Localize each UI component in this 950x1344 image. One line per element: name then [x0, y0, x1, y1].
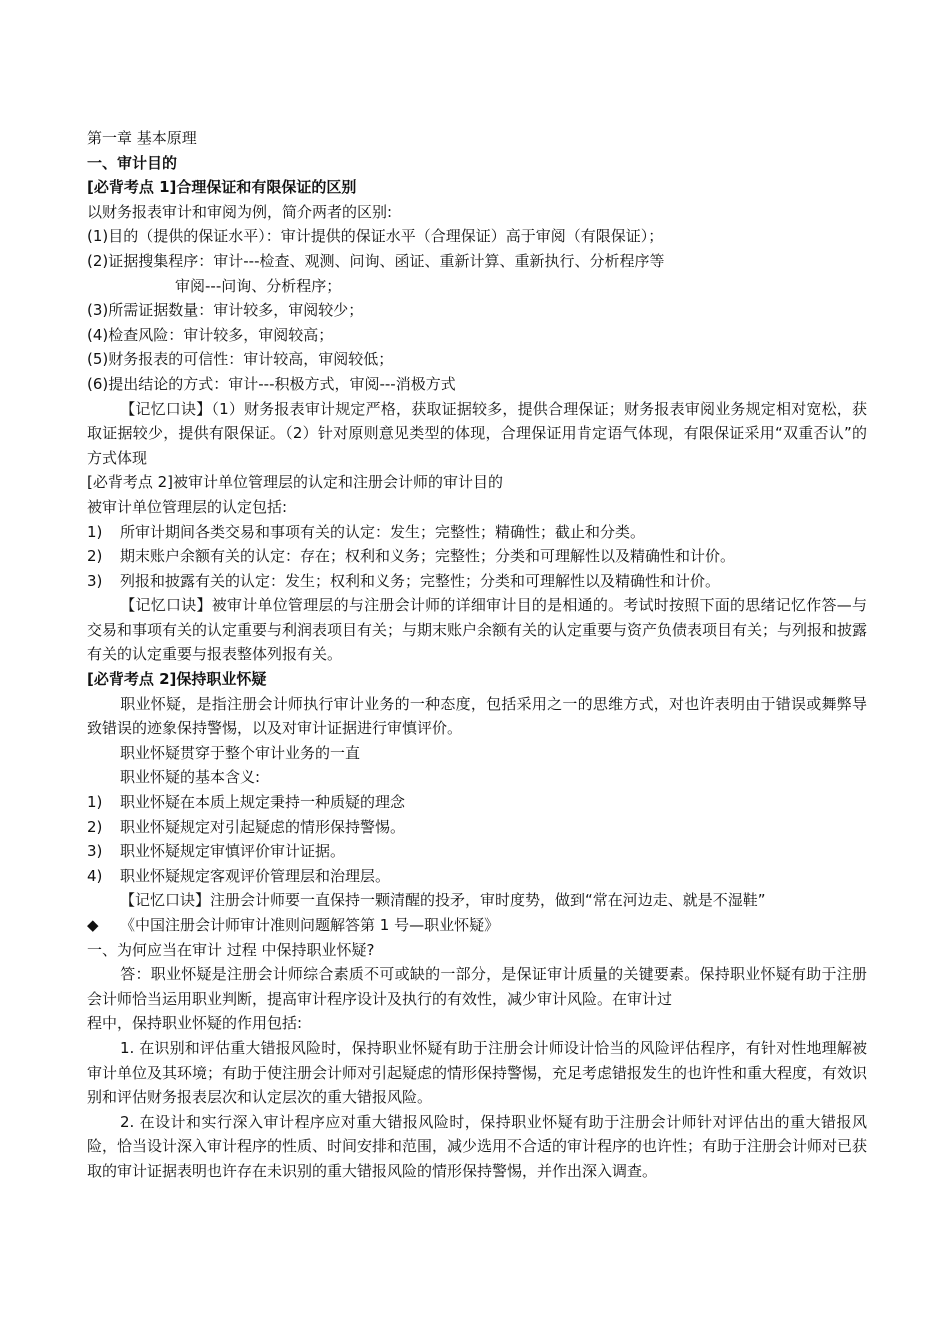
question-1-answer-text: 答：职业怀疑是注册会计师综合素质不可或缺的一部分，是保证审计质量的关键要素。保持职业怀疑有助于注册会计师恰当运用职业判断，提高审计程序设计及执行的有效性，减少审计风险。在审计过 — [87, 965, 867, 1008]
key-point-1-item: (3)所需证据数量：审计较多，审阅较少； — [87, 301, 364, 320]
key-point-3-memo: 【记忆口诀】注册会计师要一直保持一颗清醒的投矛，审时度势，做到“常在河边走、就是不湿鞋” — [120, 891, 766, 910]
question-1-point: 1. 在识别和评估重大错报风险时，保持职业怀疑有助于注册会计师设计恰当的风险评估程序，有针对性地理解被审计单位及其环境；有助于使注册会计师对引起疑虑的情形保持警惕，充足考虑错报发生的也许性和重大程度，有效识别和评估财务报表层次和认定层次的重大错报风险。 — [87, 1038, 868, 1107]
question-1-answer — [87, 962, 867, 1011]
list-item: 4) 职业怀疑规定客观评价管理层和治理层。 — [87, 866, 391, 885]
key-point-1-item: (2)证据搜集程序：审计---检查、观测、问询、函证、重新计算、重新执行、分析程序等 — [87, 251, 665, 270]
section-title-audit-objective: 一、审计目的 — [87, 153, 178, 172]
key-point-1-item: (1)目的（提供的保证水平）：审计提供的保证水平（合理保证）高于审阅（有限保证）； — [87, 227, 664, 246]
chapter-title: 第一章 基本原理 — [87, 129, 197, 147]
key-point-2-memo-text: 【记忆口诀】被审计单位管理层的与注册会计师的详细审计目的是相通的。考试时按照下面的思绪记忆作答—与交易和事项有关的认定重要与利润表项目有关；与期末账户余额有关的认定重要与资产负债表项目有关；与列报和披露有关的认定重要与报表整体列报有关。 — [87, 596, 868, 664]
key-point-1-memo-text: 【记忆口诀】（1）财务报表审计规定严格，获取证据较多，提供合理保证；财务报表审阅业务规定相对宽松，获取证据较少，提供有限保证。（2）针对原则意见类型的体现，合理保证用肯定语气体现，有限保证采用“双重否认”的方式体现 — [87, 399, 867, 467]
key-point-3-title: [必背考点 2]保持职业怀疑 — [87, 670, 267, 689]
list-item: 1) 所审计期间各类交易和事项有关的认定：发生；完整性；精确性；截止和分类。 — [87, 522, 646, 541]
bullet-line: ◆ 《中国注册会计师审计准则问题解答第 1 号—职业怀疑》 — [87, 913, 867, 938]
key-point-3-line: 职业怀疑的基本含义: — [120, 768, 261, 787]
key-point-1-item: (5)财务报表的可信性：审计较高，审阅较低； — [87, 350, 394, 369]
key-point-2-title: [必背考点 2]被审计单位管理层的认定和注册会计师的审计目的 — [87, 473, 504, 492]
key-point-3-definition-text: 职业怀疑，是指注册会计师执行审计业务的一种态度，包括采用之一的思维方式，对也许表明由于错误或舞弊导致错误的迹象保持警惕，以及对审计证据进行审慎评价。 — [87, 694, 867, 738]
list-item: 3) 列报和披露有关的认定：发生；权利和义务；完整性；分类和可理解性以及精确性和计价。 — [87, 571, 721, 590]
list-item: 2) 期末账户余额有关的认定：存在；权利和义务；完整性；分类和可理解性以及精确性和计价。 — [87, 547, 736, 566]
list-item: 1) 职业怀疑在本质上规定秉持一种质疑的理念 — [87, 793, 406, 812]
question-1-answer-cont: 程中，保持职业怀疑的作用包括: — [87, 1014, 303, 1033]
list-item: 3) 职业怀疑规定审慎评价审计证据。 — [87, 842, 346, 861]
document-page — [87, 126, 867, 1184]
key-point-1-item: 审阅---问询、分析程序； — [175, 276, 342, 295]
key-point-1-intro: 以财务报表审计和审阅为例，简介两者的区别: — [87, 202, 393, 221]
key-point-2-memo — [87, 593, 867, 667]
key-point-2-intro: 被审计单位管理层的认定包括: — [87, 497, 288, 516]
key-point-1-title: [必背考点 1]合理保证和有限保证的区别 — [87, 178, 357, 197]
key-point-1-item: (6)提出结论的方式：审计---积极方式，审阅---消极方式 — [87, 374, 456, 393]
key-point-3-definition — [87, 692, 867, 741]
key-point-1-memo — [87, 397, 867, 471]
question-1-title: 一、为何应当在审计 过程 中保持职业怀疑? — [87, 940, 375, 959]
list-item: 2) 职业怀疑规定对引起疑虑的情形保持警惕。 — [87, 817, 406, 836]
key-point-3-line: 职业怀疑贯穿于整个审计业务的一直 — [120, 743, 361, 762]
diamond-bullet-icon: ◆ — [87, 916, 99, 934]
question-1-point: 2. 在设计和实行深入审计程序应对重大错报风险时，保持职业怀疑有助于注册会计师针对评估出的重大错报风险，恰当设计深入审计程序的性质、时间安排和范围，减少选用不合适的审计程序的也许性；有助于注册会计师对已获取的审计证据表明也许存在未识别的重大错报风险的情形保持警惕，并作出深入调查。 — [87, 1112, 868, 1180]
key-point-1-item: (4)检查风险：审计较多，审阅较高； — [87, 325, 334, 344]
